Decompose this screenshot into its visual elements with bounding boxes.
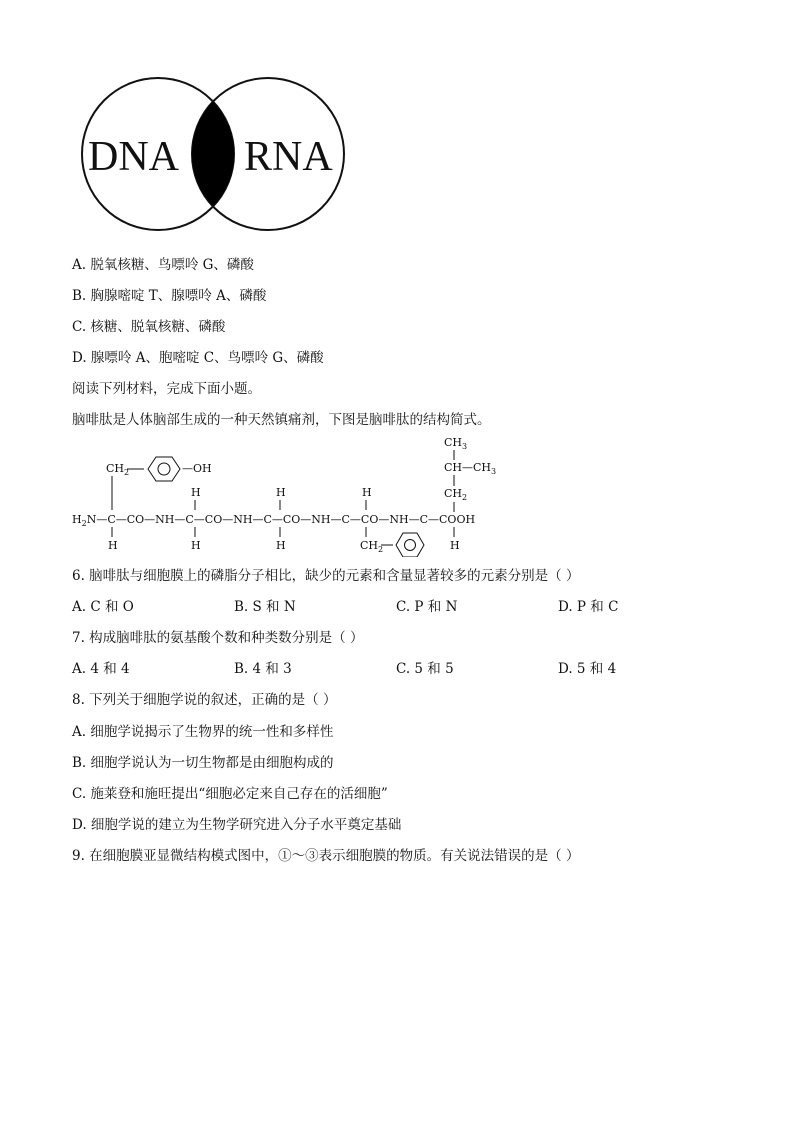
h-gly1-bottom: H — [191, 539, 201, 552]
dna-rna-venn-diagram — [78, 74, 348, 234]
reading-instruction: 阅读下列材料，完成下面小题。 — [72, 381, 261, 397]
q6-option-d: D. P 和 C — [558, 599, 619, 615]
q8-option-c: C. 施莱登和施旺提出“细胞必定来自己存在的活细胞” — [72, 786, 388, 802]
enkephalin-structure — [70, 432, 520, 557]
q5-option-b: B. 胸腺嘧啶 T、腺嘌呤 A、磷酸 — [72, 288, 267, 304]
q7-option-b: B. 4 和 3 — [234, 661, 292, 677]
h-tyr-bottom: H — [108, 539, 118, 552]
q6-option-a: A. C 和 O — [72, 599, 134, 615]
q6-option-b: B. S 和 N — [234, 599, 296, 615]
ch2-leu: $CH_2$ — [444, 487, 468, 502]
q7-stem: 7. 构成脑啡肽的氨基酸个数和种类数分别是（ ） — [72, 630, 364, 646]
dna-label: DNA — [88, 134, 179, 180]
hydroxyl: —OH — [182, 462, 212, 475]
h-gly2-top: H — [276, 486, 286, 499]
q8-option-d: D. 细胞学说的建立为生物学研究进入分子水平奠定基础 — [72, 817, 402, 833]
q8-option-b: B. 细胞学说认为一切生物都是由细胞构成的 — [72, 755, 334, 771]
ch2-phe: $CH_2$ — [360, 539, 384, 554]
q8-option-a: A. 细胞学说揭示了生物界的统一性和多样性 — [72, 724, 334, 740]
h-gly2-bottom: H — [276, 539, 286, 552]
h-leu-bottom: H — [450, 539, 460, 552]
q5-option-c: C. 核糖、脱氧核糖、磷酸 — [72, 319, 226, 335]
peptide-backbone: $H_2N—C—CO—NH—C—CO—NH—C—CO—NH—C—CO—NH—C—COOH$ — [72, 513, 476, 528]
material-text: 脑啡肽是人体脑部生成的一种天然镇痛剂，下图是脑啡肽的结构简式。 — [72, 412, 491, 428]
q7-option-c: C. 5 和 5 — [396, 661, 454, 677]
ch2-tyr: $CH_2$ — [106, 462, 130, 477]
h-gly1-top: H — [191, 486, 201, 499]
h-phe-top: H — [362, 486, 372, 499]
q5-option-d: D. 腺嘌呤 A、胞嘧啶 C、鸟嘌呤 G、磷酸 — [72, 350, 324, 366]
ch3-top: $CH_3$ — [444, 436, 468, 451]
q7-option-d: D. 5 和 4 — [558, 661, 617, 677]
q6-stem: 6. 脑啡肽与细胞膜上的磷脂分子相比，缺少的元素和含量显著较多的元素分别是（ ） — [72, 568, 580, 584]
q9-stem: 9. 在细胞膜亚显微结构模式图中，①～③表示细胞膜的物质。有关说法错误的是（ ） — [72, 848, 580, 864]
ch-ch3: $CH—CH_3$ — [444, 461, 497, 476]
q6-option-c: C. P 和 N — [396, 599, 458, 615]
q7-option-a: A. 4 和 4 — [72, 661, 130, 677]
q5-option-a: A. 脱氧核糖、鸟嘌呤 G、磷酸 — [72, 257, 254, 273]
rna-label: RNA — [244, 134, 333, 180]
q8-stem: 8. 下列关于细胞学说的叙述，正确的是（ ） — [72, 692, 337, 708]
